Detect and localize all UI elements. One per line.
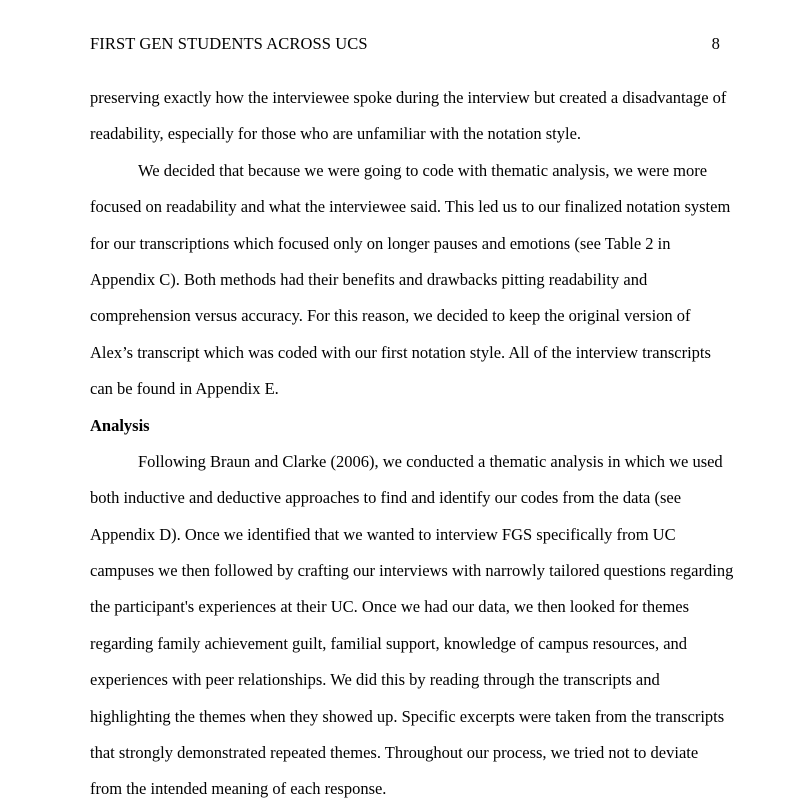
text-line: Appendix C). Both methods had their benefits and drawbacks pitting readability and [90,269,648,289]
text-line: that strongly demonstrated repeated themes. Throughout our process, we tried not to deviate [90,743,699,763]
text-line: from the intended meaning of each response. [90,779,387,799]
text-line: regarding family achievement guilt, familial support, knowledge of campus resources, and [90,633,688,653]
text-line: campuses we then followed by crafting our interviews with narrowly tailored questions regarding [90,561,734,581]
text-line: both inductive and deductive approaches to find and identify our codes from the data (see [90,488,682,508]
text-line: highlighting the themes when they showed up. Specific excerpts were taken from the transcripts [90,706,725,726]
text-line: Following Braun and Clarke (2006), we conducted a thematic analysis in which we used [138,451,723,471]
text-line: comprehension versus accuracy. For this reason, we decided to keep the original version of [90,306,691,326]
text-line: for our transcriptions which focused only on longer pauses and emotions (see Table 2 in [90,233,671,253]
page-header [90,32,720,56]
section-heading: Analysis [90,415,150,435]
text-line: Alex’s transcript which was coded with our first notation style. All of the interview transcripts [90,342,711,362]
text-line: experiences with peer relationships. We did this by reading through the transcripts and [90,670,660,690]
text-line: readability, especially for those who are unfamiliar with the notation style. [90,124,582,144]
text-line: We decided that because we were going to code with thematic analysis, we were more [138,160,708,180]
text-line: the participant's experiences at their UC. Once we had our data, we then looked for themes [90,597,690,617]
text-line: Appendix D). Once we identified that we wanted to interview FGS specifically from UC [90,524,676,544]
running-head: FIRST GEN STUDENTS ACROSS UCS [90,34,368,53]
text-line: preserving exactly how the interviewee spoke during the interview but created a disadvantage of [90,88,727,107]
text-line: focused on readability and what the interviewee said. This led us to our finalized notation system [90,197,731,217]
page-number: 8 [711,34,720,53]
text-line: can be found in Appendix E. [90,379,279,399]
document-body [90,80,734,808]
